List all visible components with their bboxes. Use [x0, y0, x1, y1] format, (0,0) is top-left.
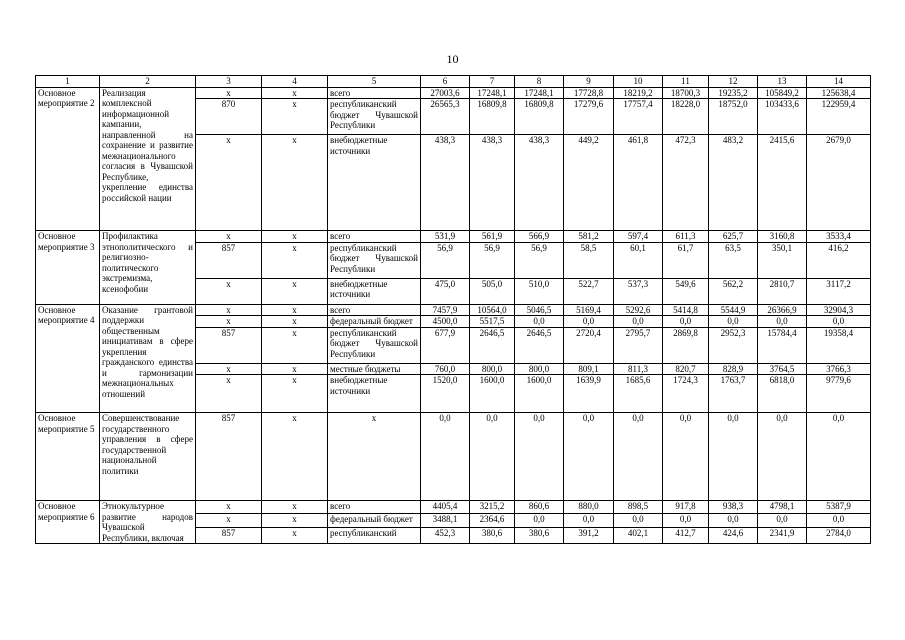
- value-cell: 3117,2: [807, 278, 871, 304]
- value-cell: 1639,9: [564, 375, 614, 413]
- value-cell: 1685,6: [614, 375, 663, 413]
- value-cell: 2364,6: [470, 514, 515, 527]
- value-cell: 2341,9: [758, 527, 807, 543]
- event-description-cell: Оказание грантовой поддержки общественным инициативам в сфере укрепления гражданского единства и гармонизации межнациональных отношений: [100, 304, 196, 413]
- value-cell: 0,0: [663, 316, 709, 328]
- value-cell: 103433,6: [758, 99, 807, 135]
- funding-source-cell: всего: [328, 304, 421, 316]
- value-cell: 0,0: [709, 413, 758, 501]
- value-cell: 17279,6: [564, 99, 614, 135]
- value-cell: 4500,0: [421, 316, 470, 328]
- header-cell: 1: [36, 76, 100, 88]
- code2-cell: х: [262, 413, 328, 501]
- value-cell: 1600,0: [515, 375, 564, 413]
- value-cell: 0,0: [709, 316, 758, 328]
- value-cell: 1763,7: [709, 375, 758, 413]
- value-cell: 18752,0: [709, 99, 758, 135]
- code-cell: х: [196, 231, 262, 243]
- table-body: [36, 87, 871, 544]
- page-number: 10: [446, 52, 459, 66]
- value-cell: 611,3: [663, 231, 709, 243]
- event-description-cell: Профилактика этнополитического и религиозно-политического экстремизма, ксенофобии: [100, 231, 196, 305]
- event-description-cell: Реализация комплексной информационной кампании, направленной на сохранение и развитие межнационального согласия в Чувашской Республике, укрепление единства российской нации: [100, 87, 196, 231]
- value-cell: 0,0: [758, 316, 807, 328]
- funding-source-cell: внебюджетные источники: [328, 135, 421, 231]
- budget-table: [35, 75, 871, 544]
- value-cell: 0,0: [515, 316, 564, 328]
- value-cell: 1724,3: [663, 375, 709, 413]
- value-cell: 566,9: [515, 231, 564, 243]
- value-cell: 0,0: [564, 316, 614, 328]
- value-cell: 350,1: [758, 242, 807, 278]
- code-cell: х: [196, 304, 262, 316]
- code2-cell: х: [262, 231, 328, 243]
- header-cell: 13: [758, 76, 807, 88]
- value-cell: 510,0: [515, 278, 564, 304]
- value-cell: 522,7: [564, 278, 614, 304]
- value-cell: 581,2: [564, 231, 614, 243]
- value-cell: 0,0: [663, 514, 709, 527]
- value-cell: 3488,1: [421, 514, 470, 527]
- header-cell: 12: [709, 76, 758, 88]
- value-cell: 898,5: [614, 501, 663, 514]
- funding-source-cell: внебюджетные источники: [328, 375, 421, 413]
- value-cell: 26366,9: [758, 304, 807, 316]
- value-cell: 0,0: [663, 413, 709, 501]
- code2-cell: х: [262, 242, 328, 278]
- code2-cell: х: [262, 99, 328, 135]
- funding-source-cell: всего: [328, 501, 421, 514]
- value-cell: 625,7: [709, 231, 758, 243]
- value-cell: 0,0: [564, 514, 614, 527]
- funding-source-cell: республиканский: [328, 527, 421, 543]
- value-cell: 63,5: [709, 242, 758, 278]
- funding-source-cell: всего: [328, 231, 421, 243]
- header-cell: 2: [100, 76, 196, 88]
- code2-cell: х: [262, 304, 328, 316]
- event-description-cell: Совершенствование государственного управления в сфере государственной национальной политики: [100, 413, 196, 501]
- value-cell: 7457,9: [421, 304, 470, 316]
- value-cell: 483,2: [709, 135, 758, 231]
- value-cell: 0,0: [758, 514, 807, 527]
- table-row: [36, 501, 871, 514]
- value-cell: 0,0: [470, 413, 515, 501]
- value-cell: 17757,4: [614, 99, 663, 135]
- value-cell: 561,9: [470, 231, 515, 243]
- header-cell: 9: [564, 76, 614, 88]
- value-cell: 2646,5: [515, 327, 564, 363]
- value-cell: 811,3: [614, 363, 663, 375]
- code2-cell: х: [262, 527, 328, 543]
- value-cell: 17248,1: [515, 87, 564, 99]
- value-cell: 3766,3: [807, 363, 871, 375]
- value-cell: 0,0: [807, 514, 871, 527]
- code2-cell: х: [262, 316, 328, 328]
- code-cell: х: [196, 363, 262, 375]
- funding-source-cell: республиканский бюджет Чувашской Республики: [328, 242, 421, 278]
- value-cell: 16809,8: [515, 99, 564, 135]
- value-cell: 4405,4: [421, 501, 470, 514]
- event-name-cell: Основное мероприятие 3: [36, 231, 100, 305]
- code-cell: х: [196, 316, 262, 328]
- funding-source-cell: республиканский бюджет Чувашской Республики: [328, 327, 421, 363]
- table-row: [36, 87, 871, 99]
- code2-cell: х: [262, 501, 328, 514]
- event-name-cell: Основное мероприятие 6: [36, 501, 100, 544]
- value-cell: 16809,8: [470, 99, 515, 135]
- code-cell: 857: [196, 242, 262, 278]
- code2-cell: х: [262, 375, 328, 413]
- header-cell: 10: [614, 76, 663, 88]
- value-cell: 0,0: [421, 413, 470, 501]
- value-cell: 597,4: [614, 231, 663, 243]
- value-cell: 549,6: [663, 278, 709, 304]
- code2-cell: х: [262, 135, 328, 231]
- value-cell: 0,0: [614, 413, 663, 501]
- funding-source-cell: федеральный бюджет: [328, 316, 421, 328]
- header-cell: 5: [328, 76, 421, 88]
- value-cell: 17248,1: [470, 87, 515, 99]
- value-cell: 438,3: [421, 135, 470, 231]
- value-cell: 760,0: [421, 363, 470, 375]
- value-cell: 2720,4: [564, 327, 614, 363]
- funding-source-cell: республиканский бюджет Чувашской Республики: [328, 99, 421, 135]
- code-cell: х: [196, 87, 262, 99]
- value-cell: 0,0: [807, 413, 871, 501]
- value-cell: 0,0: [709, 514, 758, 527]
- value-cell: 2869,8: [663, 327, 709, 363]
- code2-cell: х: [262, 87, 328, 99]
- value-cell: 2952,3: [709, 327, 758, 363]
- code-cell: х: [196, 514, 262, 527]
- funding-source-cell: всего: [328, 87, 421, 99]
- table-row: [36, 304, 871, 316]
- code-cell: 870: [196, 99, 262, 135]
- funding-source-cell: федеральный бюджет: [328, 514, 421, 527]
- value-cell: 424,6: [709, 527, 758, 543]
- value-cell: 2679,0: [807, 135, 871, 231]
- event-description-cell: Этнокультурное развитие народов Чувашской Республики, включая: [100, 501, 196, 544]
- value-cell: 3533,4: [807, 231, 871, 243]
- header-cell: 8: [515, 76, 564, 88]
- value-cell: 380,6: [515, 527, 564, 543]
- funding-source-cell: местные бюджеты: [328, 363, 421, 375]
- value-cell: 1520,0: [421, 375, 470, 413]
- value-cell: 2795,7: [614, 327, 663, 363]
- value-cell: 531,9: [421, 231, 470, 243]
- value-cell: 125638,4: [807, 87, 871, 99]
- value-cell: 412,7: [663, 527, 709, 543]
- value-cell: 18700,3: [663, 87, 709, 99]
- value-cell: 880,0: [564, 501, 614, 514]
- value-cell: 452,3: [421, 527, 470, 543]
- value-cell: 18228,0: [663, 99, 709, 135]
- code-cell: х: [196, 375, 262, 413]
- value-cell: 562,2: [709, 278, 758, 304]
- value-cell: 10564,0: [470, 304, 515, 316]
- value-cell: 0,0: [614, 514, 663, 527]
- value-cell: 56,9: [421, 242, 470, 278]
- value-cell: 449,2: [564, 135, 614, 231]
- value-cell: 15784,4: [758, 327, 807, 363]
- event-name-cell: Основное мероприятие 5: [36, 413, 100, 501]
- funding-source-cell: внебюджетные источники: [328, 278, 421, 304]
- funding-source-cell: х: [328, 413, 421, 501]
- header-cell: 6: [421, 76, 470, 88]
- value-cell: 0,0: [564, 413, 614, 501]
- value-cell: 402,1: [614, 527, 663, 543]
- value-cell: 677,9: [421, 327, 470, 363]
- code2-cell: х: [262, 278, 328, 304]
- value-cell: 0,0: [515, 514, 564, 527]
- value-cell: 938,3: [709, 501, 758, 514]
- value-cell: 0,0: [614, 316, 663, 328]
- value-cell: 26565,3: [421, 99, 470, 135]
- value-cell: 61,7: [663, 242, 709, 278]
- value-cell: 9779,6: [807, 375, 871, 413]
- value-cell: 5292,6: [614, 304, 663, 316]
- value-cell: 860,6: [515, 501, 564, 514]
- header-cell: 14: [807, 76, 871, 88]
- value-cell: 5169,4: [564, 304, 614, 316]
- value-cell: 472,3: [663, 135, 709, 231]
- value-cell: 0,0: [758, 413, 807, 501]
- value-cell: 391,2: [564, 527, 614, 543]
- value-cell: 19235,2: [709, 87, 758, 99]
- value-cell: 2810,7: [758, 278, 807, 304]
- value-cell: 17728,8: [564, 87, 614, 99]
- value-cell: 2415,6: [758, 135, 807, 231]
- value-cell: 820,7: [663, 363, 709, 375]
- value-cell: 2646,5: [470, 327, 515, 363]
- value-cell: 58,5: [564, 242, 614, 278]
- header-cell: 7: [470, 76, 515, 88]
- value-cell: 461,8: [614, 135, 663, 231]
- code-cell: х: [196, 501, 262, 514]
- value-cell: 5414,8: [663, 304, 709, 316]
- value-cell: 27003,6: [421, 87, 470, 99]
- value-cell: 2784,0: [807, 527, 871, 543]
- code-cell: 857: [196, 527, 262, 543]
- value-cell: 60,1: [614, 242, 663, 278]
- value-cell: 56,9: [515, 242, 564, 278]
- value-cell: 32904,3: [807, 304, 871, 316]
- header-cell: 4: [262, 76, 328, 88]
- value-cell: 0,0: [515, 413, 564, 501]
- event-name-cell: Основное мероприятие 4: [36, 304, 100, 413]
- value-cell: 917,8: [663, 501, 709, 514]
- value-cell: 800,0: [515, 363, 564, 375]
- code-cell: х: [196, 278, 262, 304]
- value-cell: 3160,8: [758, 231, 807, 243]
- value-cell: 3764,5: [758, 363, 807, 375]
- value-cell: 0,0: [807, 316, 871, 328]
- value-cell: 4798,1: [758, 501, 807, 514]
- value-cell: 438,3: [515, 135, 564, 231]
- code2-cell: х: [262, 327, 328, 363]
- value-cell: 56,9: [470, 242, 515, 278]
- table-row: [36, 413, 871, 501]
- code-cell: х: [196, 135, 262, 231]
- value-cell: 537,3: [614, 278, 663, 304]
- value-cell: 3215,2: [470, 501, 515, 514]
- value-cell: 380,6: [470, 527, 515, 543]
- header-cell: 11: [663, 76, 709, 88]
- value-cell: 475,0: [421, 278, 470, 304]
- value-cell: 809,1: [564, 363, 614, 375]
- code2-cell: х: [262, 363, 328, 375]
- value-cell: 105849,2: [758, 87, 807, 99]
- value-cell: 828,9: [709, 363, 758, 375]
- table-row: [36, 231, 871, 243]
- value-cell: 416,2: [807, 242, 871, 278]
- value-cell: 5387,9: [807, 501, 871, 514]
- value-cell: 505,0: [470, 278, 515, 304]
- value-cell: 5544,9: [709, 304, 758, 316]
- value-cell: 19358,4: [807, 327, 871, 363]
- value-cell: 6818,0: [758, 375, 807, 413]
- code-cell: 857: [196, 413, 262, 501]
- header-row: [36, 76, 871, 88]
- value-cell: 5517,5: [470, 316, 515, 328]
- value-cell: 5046,5: [515, 304, 564, 316]
- header-cell: 3: [196, 76, 262, 88]
- value-cell: 438,3: [470, 135, 515, 231]
- value-cell: 800,0: [470, 363, 515, 375]
- code2-cell: х: [262, 514, 328, 527]
- value-cell: 122959,4: [807, 99, 871, 135]
- value-cell: 1600,0: [470, 375, 515, 413]
- code-cell: 857: [196, 327, 262, 363]
- value-cell: 18219,2: [614, 87, 663, 99]
- event-name-cell: Основное мероприятие 2: [36, 87, 100, 231]
